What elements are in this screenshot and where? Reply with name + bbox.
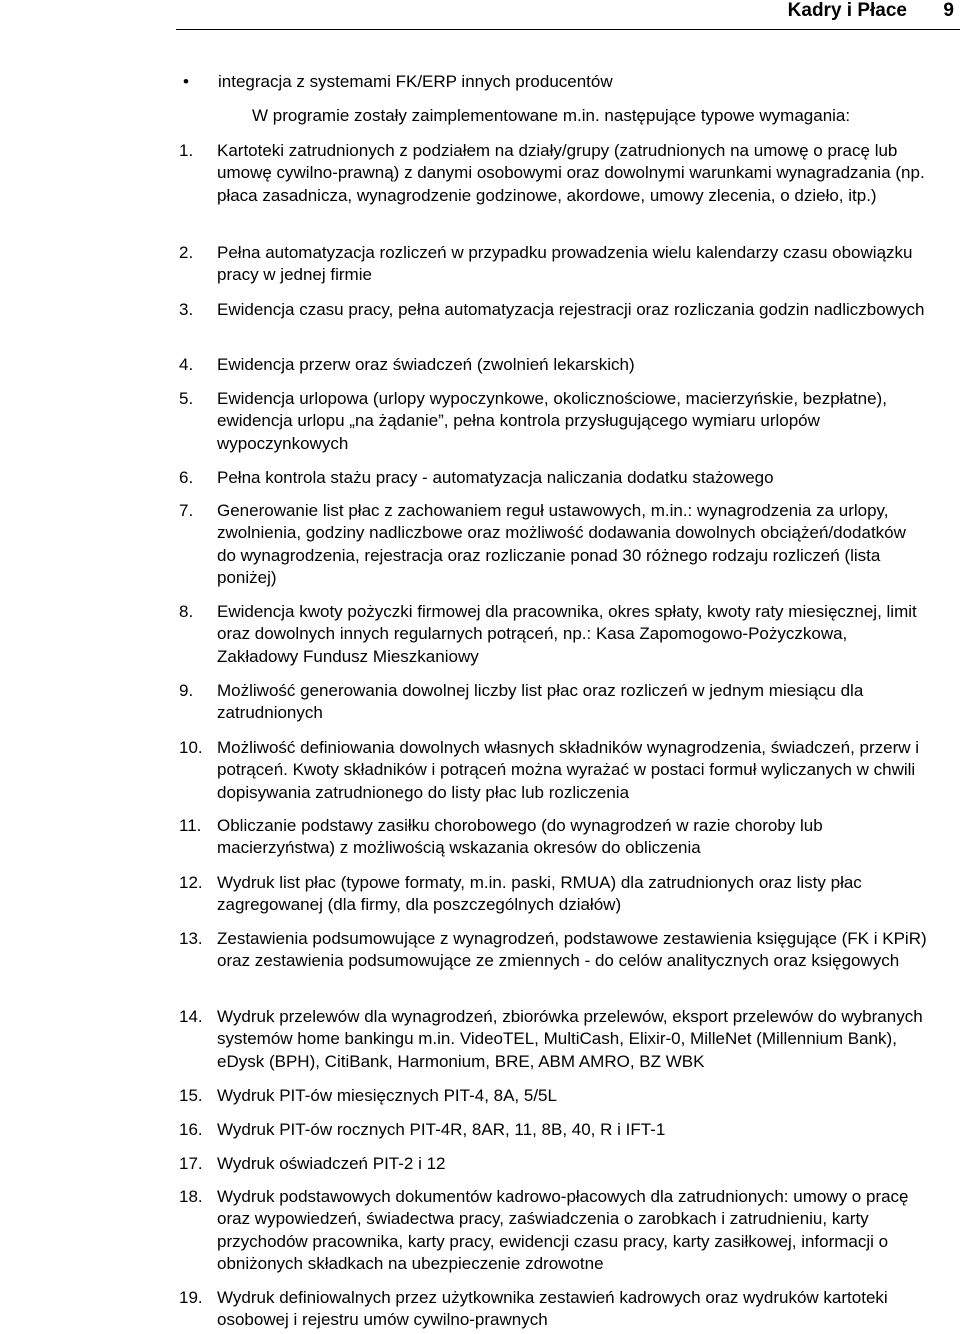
header-rule [176,29,960,30]
item-text: Pełna automatyzacja rozliczeń w przypadku prowadzenia wielu kalendarzy czasu obowiązku pracy w jednej firmie [217,243,913,285]
item-text: Możliwość definiowania dowolnych własnych składników wynagrodzenia, świadczeń, przerw i potrąceń. Kwoty składników i potrąceń można wyrażać w postaci formuł wyliczanych w chwili dopisywania zatrudnionego do listy płac lub rozliczenia [217,738,920,802]
item-text: Generowanie list płac z zachowaniem reguł ustawowych, m.in.: wynagrodzenia za urlopy, zwolnienia, godziny nadliczbowe oraz możliwość dodawania dowolnych obciążeń/dodatków do wynagrodzenia, rejestracja oraz rozliczanie ponad 30 różnego rodzaju rozliczeń (lista poniżej) [217,501,906,588]
item-number: 7. [179,501,194,520]
item-number: 1. [179,141,194,160]
item-number: 16. [179,1120,203,1139]
item-text: Ewidencja kwoty pożyczki firmowej dla pracownika, okres spłaty, kwoty raty miesięcznej, limit oraz dowolnych innych regularnych potrąceń, np.: Kasa Zapomogowo-Pożyczkowa, Zakładowy Fundusz Mieszkaniowy [217,602,917,666]
item-number: 14. [179,1007,203,1026]
item-text: Ewidencja urlopowa (urlopy wypoczynkowe, okolicznościowe, macierzyńskie, bezpłatne), ewidencja urlopu „na żądanie”, pełna kontrola przysługującego wymiaru urlopów wypoczynkowych [217,389,887,453]
item-text: Możliwość generowania dowolnej liczby list płac oraz rozliczeń w jednym miesiącu dla zatrudnionych [217,681,864,723]
item-text: Ewidencja czasu pracy, pełna automatyzacja rejestracji oraz rozliczania godzin nadliczbowych [217,300,925,319]
item-text: Wydruk PIT-ów miesięcznych PIT-4, 8A, 5/5L [217,1086,557,1105]
item-number: 6. [179,468,194,487]
item-number: 11. [179,816,202,835]
item-text: Zestawienia podsumowujące z wynagrodzeń, podstawowe zestawienia księgujące (FK i KPiR) oraz zestawienia podsumowujące ze zmiennych - do celów analitycznych oraz księgowych [217,929,927,971]
item-number: 9. [179,681,194,700]
item-text: Kartoteki zatrudnionych z podziałem na działy/grupy (zatrudnionych na umowę o pracę lub umowę cywilno-prawną) z danymi osobowymi oraz dowolnymi warunkami wynagradzania (np. płaca zasadnicza, wynagrodzenie godzinowe, akordowe, umowy zlecenia, o dzieło, itp.) [217,141,925,205]
item-number: 3. [179,300,194,319]
item-number: 13. [179,929,203,948]
item-number: 4. [179,355,194,374]
item-number: 5. [179,389,194,408]
item-number: 17. [179,1154,203,1173]
item-text: Wydruk PIT-ów rocznych PIT-4R, 8AR, 11, 8B, 40, R i IFT-1 [217,1120,666,1139]
bullet-icon: • [183,72,189,91]
bullet-text: integracja z systemami FK/ERP innych producentów [218,72,613,91]
intro-text: W programie zostały zaimplementowane m.in. następujące typowe wymagania: [252,106,851,125]
item-text: Wydruk przelewów dla wynagrodzeń, zbiorówka przelewów, eksport przelewów do wybranych systemów home bankingu m.in. VideoTEL, MultiCash, Elixir-0, MilleNet (Millennium Bank), eDysk (BPH), CitiBank, Harmonium, BRE, ABM AMRO, BZ WBK [217,1007,923,1071]
item-number: 19. [179,1288,203,1307]
page-number: 9 [943,0,954,21]
item-text: Wydruk definiowalnych przez użytkownika zestawień kadrowych oraz wydruków kartoteki osobowej i rejestru umów cywilno-prawnych [217,1288,888,1330]
item-number: 18. [179,1187,203,1206]
item-text: Ewidencja przerw oraz świadczeń (zwolnień lekarskich) [217,355,635,374]
item-number: 8. [179,602,194,621]
item-text: Wydruk podstawowych dokumentów kadrowo-płacowych dla zatrudnionych: umowy o pracę oraz wypowiedzeń, świadectwa pracy, zaświadczenia o zarobkach i zatrudnieniu, karty przychodów pracownika, karty pracy, ewidencji czasu pracy, karty zasiłkowej, informacji o obniżonych składkach na ubezpieczenie zdrowotne [217,1187,909,1274]
item-number: 10. [179,738,203,757]
item-number: 15. [179,1086,203,1105]
item-text: Wydruk list płac (typowe formaty, m.in. paski, RMUA) dla zatrudnionych oraz listy płac zagregowanej (dla firmy, dla poszczególnych działów) [217,873,862,915]
page-header [0,0,960,30]
item-text: Wydruk oświadczeń PIT-2 i 12 [217,1154,446,1173]
item-number: 12. [179,873,203,892]
item-number: 2. [179,243,194,262]
header-title: Kadry i Płace [787,0,907,21]
item-text: Obliczanie podstawy zasiłku chorobowego (do wynagrodzeń w razie choroby lub macierzyństwa) z możliwością wskazania okresów do obliczenia [217,816,823,858]
item-text: Pełna kontrola stażu pracy - automatyzacja naliczania dodatku stażowego [217,468,774,487]
